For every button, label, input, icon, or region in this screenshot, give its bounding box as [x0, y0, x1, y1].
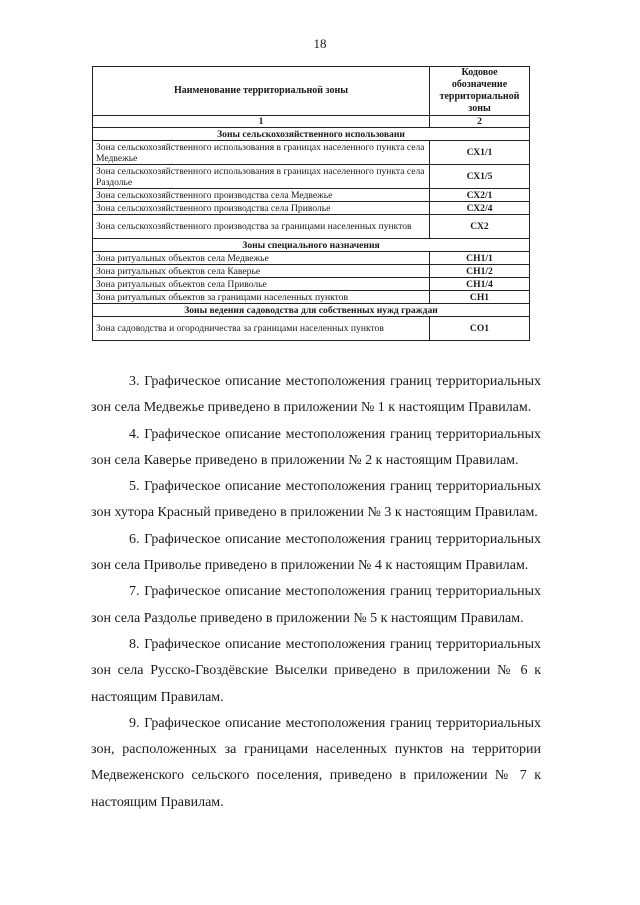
table-row: [93, 215, 530, 239]
table-row: [93, 317, 530, 341]
zone-code-cell: СХ2/1: [430, 189, 530, 202]
header-zone-name: Наименование территориальной зоны: [93, 67, 430, 116]
zone-code-cell: СН1/1: [430, 252, 530, 265]
paragraph: 8. Графическое описание местоположения границ территориальных зон села Русско-Гвоздёвские Выселки приведено в приложении № 6 к настоящим Правилам.: [91, 636, 541, 705]
table-header-row: [93, 67, 530, 116]
body-text: [91, 369, 541, 816]
zone-name-cell: Зона сельскохозяйственного производства села Медвежье: [93, 189, 430, 202]
table-row: [93, 141, 530, 165]
table-row: [93, 202, 530, 215]
column-number: 1: [93, 116, 430, 128]
table-row: [93, 252, 530, 265]
zone-code-cell: СХ1/1: [430, 141, 530, 165]
zone-name-cell: Зона сельскохозяйственного производства за границами населенных пунктов: [93, 215, 430, 239]
territorial-zones-table: [92, 66, 530, 341]
zone-code-cell: СО1: [430, 317, 530, 341]
zone-name-cell: Зона садоводства и огородничества за границами населенных пунктов: [93, 317, 430, 341]
page-number: 18: [313, 36, 327, 51]
table-row: [93, 189, 530, 202]
section-row: [93, 128, 530, 141]
section-title: Зоны сельскохозяйственного использовани: [93, 128, 530, 141]
section-row: [93, 239, 530, 252]
zone-name-cell: Зона ритуальных объектов села Привольe: [93, 278, 430, 291]
paragraph: 3. Графическое описание местоположения границ территориальных зон села Медвежье приведено в приложении № 1 к настоящим Правилам.: [91, 374, 541, 416]
paragraph: 6. Графическое описание местоположения границ территориальных зон села Приволье приведено в приложении № 4 к настоящим Правилам.: [91, 531, 541, 574]
zone-name-cell: Зона сельскохозяйственного использования в границах населенного пункта села Медвежье: [93, 141, 430, 165]
zone-name-cell: Зона ритуальных объектов села Медвежье: [93, 252, 430, 265]
zone-code-cell: СН1/4: [430, 278, 530, 291]
header-zone-code: Кодовое обозначение территориальной зоны: [430, 67, 530, 116]
paragraph: 7. Графическое описание местоположения границ территориальных зон села Раздолье приведено в приложении № 5 к настоящим Правилам.: [91, 584, 541, 626]
column-numbers-row: [93, 116, 530, 128]
zone-code-cell: СН1: [430, 291, 530, 304]
table-row: [93, 278, 530, 291]
table-row: [93, 165, 530, 189]
paragraph: 9. Графическое описание местоположения границ территориальных зон, расположенных за границами населенных пунктов на территории Медвеженского сельского поселения, приведено в приложении № 7 к настоящим Правилам.: [91, 715, 541, 810]
zone-name-cell: Зона ритуальных объектов села Каверье: [93, 265, 430, 278]
table-row: [93, 265, 530, 278]
paragraph: 4. Графическое описание местоположения границ территориальных зон села Каверье приведено в приложении № 2 к настоящим Правилам.: [91, 426, 541, 468]
section-title: Зоны специального назначения: [93, 239, 530, 252]
zone-code-cell: СХ2/4: [430, 202, 530, 215]
zone-code-cell: СН1/2: [430, 265, 530, 278]
section-row: [93, 304, 530, 317]
table-row: [93, 291, 530, 304]
zone-name-cell: Зона ритуальных объектов за границами населенных пунктов: [93, 291, 430, 304]
paragraph: 5. Графическое описание местоположения границ территориальных зон хутора Красный приведено в приложении № 3 к настоящим Правилам.: [91, 479, 541, 521]
zone-name-cell: Зона сельскохозяйственного использования в границах населенного пункта села Раздолье: [93, 165, 430, 189]
column-number: 2: [430, 116, 530, 128]
section-title: Зоны ведения садоводства для собственных нужд граждан: [93, 304, 530, 317]
zone-code-cell: СХ1/5: [430, 165, 530, 189]
zone-code-cell: СХ2: [430, 215, 530, 239]
zone-name-cell: Зона сельскохозяйственного производства села Привольe: [93, 202, 430, 215]
